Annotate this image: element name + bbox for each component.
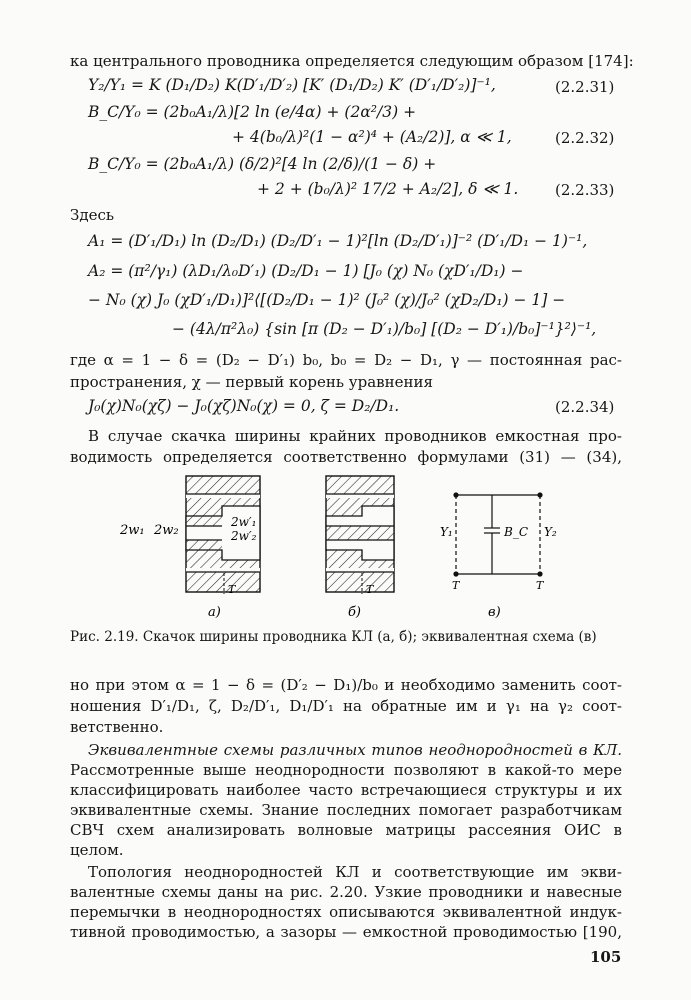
equation-2-2-31: Y₂/Y₁ = K (D₁/D₂) K(D′₁/D′₂) [K′ (D₁/D₂) K′ (D′₁/D′₂)]⁻¹, (88, 76, 496, 94)
equation-number: (2.2.33) (555, 181, 615, 199)
label-T-b: T (366, 583, 374, 596)
paragraph-4-line-4: тивной проводимостью, а зазоры — емкостной проводимостью [190, (70, 923, 622, 941)
paragraph-3-line-6: целом. (70, 841, 124, 859)
figure-2-19 (100, 470, 570, 628)
label-b: б) (348, 605, 362, 620)
label-2w1-prime: 2w′₁ (231, 515, 257, 529)
where-line: где α = 1 − δ = (D₂ − D′₁) b₀, b₀ = D₂ − D₁, γ — постоянная рас- (70, 351, 622, 369)
label-2w1: 2w₁ (120, 523, 145, 538)
equation-A1: A₁ = (D′₁/D₁) ln (D₂/D₁) (D₂/D′₁ − 1)²[ln (D₂/D′₁)]⁻² (D′₁/D₁ − 1)⁻¹, (88, 232, 588, 250)
diagram-b (326, 476, 394, 594)
paragraph-4-line-1: Топология неоднородностей КЛ и соответствующие им экви- (88, 863, 622, 881)
page-number: 105 (590, 948, 622, 966)
here-label: Здесь (70, 206, 115, 224)
equation-A2-line3: − (4λ/π²λ₀) {sin [π (D₂ − D′₁)/b₀] [(D₂ − D′₁)/b₀]⁻¹}²⟩⁻¹, (172, 320, 597, 338)
label-Y1: Y₁ (440, 525, 453, 539)
figure-caption: Рис. 2.19. Скачок ширины проводника КЛ (а, б); эквивалентная схема (в) (70, 629, 597, 645)
paragraph-4-line-2: валентные схемы даны на рис. 2.20. Узкие проводники и навесные (70, 883, 622, 901)
paragraph-3-line-4: эквивалентные схемы. Знание последних помогает разработчикам (70, 801, 622, 819)
paragraph-3-line-5: СВЧ схем анализировать волновые матрицы рассеяния ОИС в (70, 821, 622, 839)
equation-2-2-32-line2: + 4(b₀/λ)²(1 − α²)⁴ + (A₂/2)], α ≪ 1, (232, 128, 512, 146)
equation-2-2-32-line1: B_C/Y₀ = (2b₀A₁/λ)[2 ln (e/4α) + (2α²/3) + (88, 103, 417, 121)
equation-2-2-33-line2: + 2 + (b₀/λ)² 17/2 + A₂/2], δ ≪ 1. (257, 180, 519, 198)
paragraph-3-line-3: классифицировать наиболее часто встречающиеся структуры и их (70, 781, 622, 799)
equation-number: (2.2.34) (555, 398, 615, 416)
label-Y2: Y₂ (544, 525, 557, 539)
label-2w2: 2w₂ (154, 523, 179, 538)
paragraph-1-line-1: В случае скачка ширины крайних проводников емкостная про- (88, 427, 622, 445)
where-line-2: пространения, χ — первый корень уравнения (70, 373, 433, 391)
label-2w2-prime: 2w′₂ (231, 529, 257, 543)
equation-number: (2.2.31) (555, 78, 615, 96)
paragraph-1-line-2: водимость определяется соответственно формулами (31) — (34), (70, 448, 622, 466)
paragraph-2-line-3: ветственно. (70, 718, 164, 736)
label-a: а) (208, 605, 221, 620)
label-T-a: T (228, 583, 236, 596)
paragraph-3-line-2: Рассмотренные выше неоднородности позволяют в какой-то мере (70, 761, 622, 779)
label-BC: B_C (504, 525, 528, 539)
label-T-c-left: T (452, 579, 460, 592)
equation-2-2-33-line1: B_C/Y₀ = (2b₀A₁/λ) (δ/2)²[4 ln (2/δ)/(1 − δ) + (88, 155, 437, 173)
paragraph-4-line-3: перемычки в неоднородностях описываются эквивалентной индук- (70, 903, 622, 921)
label-T-c-right: T (536, 579, 544, 592)
equation-2-2-34: J₀(χ)N₀(χζ) − J₀(χζ)N₀(χ) = 0, ζ = D₂/D₁. (88, 397, 400, 415)
paragraph-2-line-1: но при этом α = 1 − δ = (D′₂ − D₁)/b₀ и необходимо заменить соот- (70, 676, 622, 694)
equation-A2-line2: − N₀ (χ) J₀ (χD′₁/D₁)]²⟨[(D₂/D₁ − 1)² (J₀² (χ)/J₀² (χD₂/D₁) − 1] − (88, 291, 566, 309)
equation-number: (2.2.32) (555, 129, 615, 147)
diagram-c-circuit (454, 493, 542, 576)
intro-line: ка центрального проводника определяется следующим образом [174]: (70, 52, 634, 70)
equation-A2-line1: A₂ = (π²/γ₁) (λD₁/λ₀D′₁) (D₂/D₁ − 1) [J₀ (χ) N₀ (χD′₁/D₁) − (88, 262, 524, 280)
label-c: в) (488, 605, 501, 620)
paragraph-2-line-2: ношения D′₁/D₁, ζ, D₂/D′₁, D₁/D′₁ на обратные им и γ₁ на γ₂ соот- (70, 697, 622, 715)
section-heading: Эквивалентные схемы различных типов неоднородностей в КЛ. (88, 741, 622, 759)
